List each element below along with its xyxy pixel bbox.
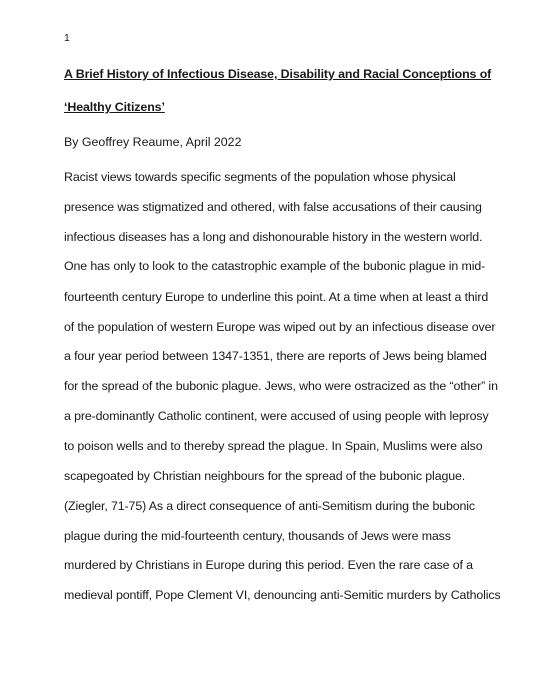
paragraph-line: scapegoated by Christian neighbours for the spread of the bubonic plague. (64, 469, 466, 483)
paragraph-line: fourteenth century Europe to underline this point. At a time when at least a third (64, 290, 489, 304)
paragraph-line: One has only to look to the catastrophic example of the bubonic plague in mid- (64, 259, 486, 273)
paragraph-line: medieval pontiff, Pope Clement VI, denouncing anti-Semitic murders by Catholics (64, 588, 501, 602)
paragraph-line: a pre-dominantly Catholic continent, were accused of using people with leprosy (64, 409, 489, 423)
paragraph-line: plague during the mid-fourteenth century, thousands of Jews were mass (64, 529, 451, 543)
page-number: 1 (64, 32, 70, 44)
paragraph-line: (Ziegler, 71-75) As a direct consequence of anti-Semitism during the bubonic (64, 499, 476, 513)
paragraph-line: murdered by Christians in Europe during this period. Even the rare case of a (64, 558, 473, 572)
paragraph-line: to poison wells and to thereby spread the plague. In Spain, Muslims were also (64, 439, 483, 453)
byline: By Geoffrey Reaume, April 2022 (64, 135, 242, 149)
document-title-line-1: A Brief History of Infectious Disease, Disability and Racial Conceptions of (64, 67, 492, 81)
paragraph-line: of the population of western Europe was wiped out by an infectious disease over (64, 320, 496, 334)
paragraph-line: for the spread of the bubonic plague. Jews, who were ostracized as the “other” in (64, 379, 498, 393)
document-title-line-2: ‘Healthy Citizens’ (64, 100, 165, 114)
paragraph-line: a four year period between 1347-1351, there are reports of Jews being blamed (64, 349, 487, 363)
paragraph-line: presence was stigmatized and othered, with false accusations of their causing (64, 200, 482, 214)
paragraph-line: infectious diseases has a long and dishonourable history in the western world. (64, 230, 483, 244)
paragraph-line: Racist views towards specific segments of the population whose physical (64, 170, 456, 184)
